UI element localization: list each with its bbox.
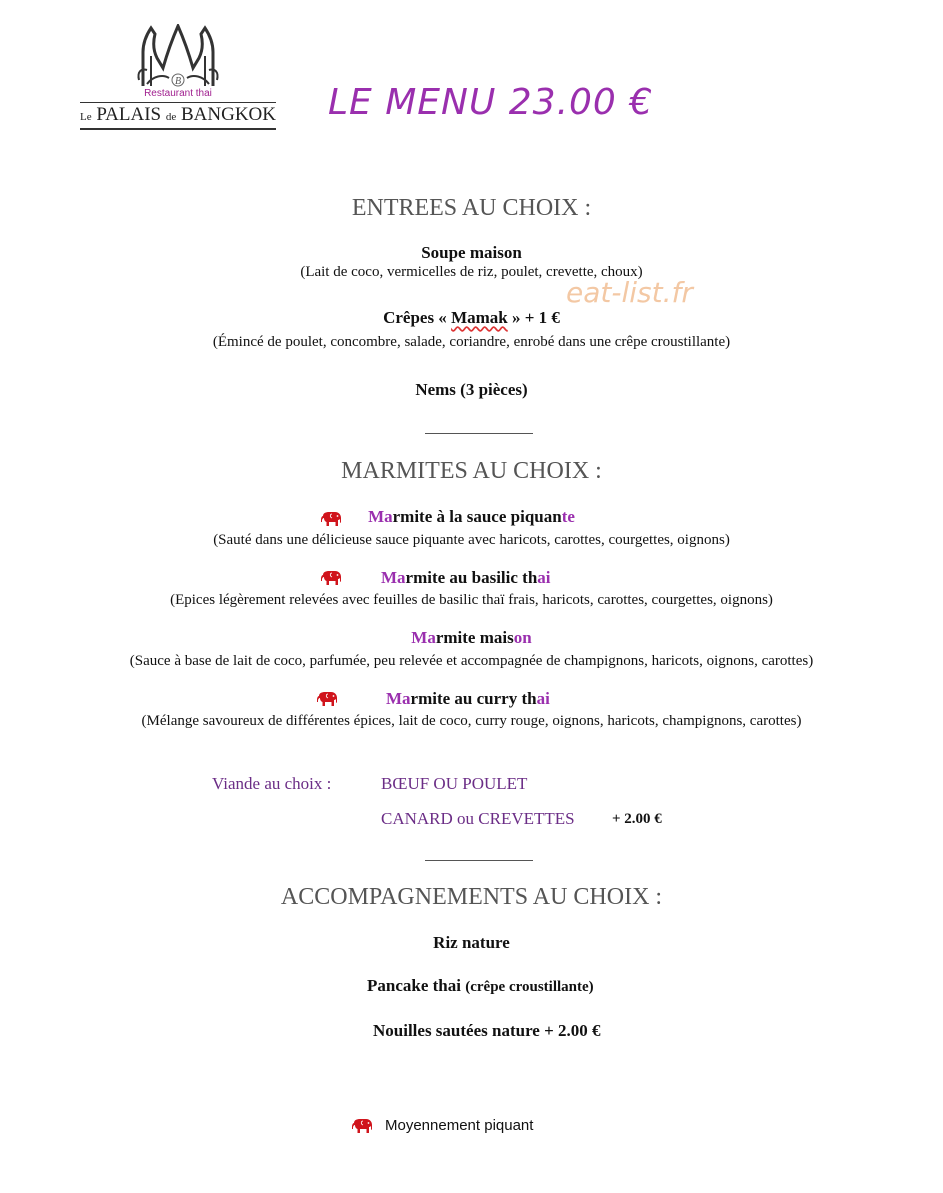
svg-text:B: B <box>174 76 182 87</box>
riz-name: Riz nature <box>433 933 510 952</box>
divider <box>425 860 533 861</box>
nouilles-name: Nouilles sautées nature + 2.00 € <box>373 1021 601 1040</box>
nems-name: Nems (3 pièces) <box>415 380 528 399</box>
viande-option-2: CANARD ou CREVETTES <box>381 809 575 828</box>
divider <box>425 433 533 434</box>
soupe-desc: (Lait de coco, vermicelles de riz, poulet, crevette, choux) <box>300 264 643 280</box>
marmite-curry-desc: (Mélange savoureux de différentes épices, lait de coco, curry rouge, oignons, haricots, champignons, carottes) <box>141 713 802 729</box>
viande-supplement: + 2.00 € <box>612 811 662 827</box>
logo-subtitle: Restaurant thai <box>144 88 212 99</box>
elephant-icon <box>316 691 338 707</box>
marmite-piquante-name: Marmite à la sauce piquante <box>368 507 575 526</box>
crepes-desc: (Émincé de poulet, concombre, salade, coriandre, enrobé dans une crêpe croustillante) <box>212 334 731 350</box>
viande-option-1: BŒUF OU POULET <box>381 774 528 793</box>
marmites-title: MARMITES AU CHOIX : <box>341 458 602 484</box>
viande-label: Viande au choix : <box>212 774 332 793</box>
temple-roof-icon <box>133 24 223 90</box>
watermark: eat-list.fr <box>566 276 693 309</box>
legend-label: Moyennement piquant <box>385 1117 534 1134</box>
soupe-name: Soupe maison <box>421 243 522 262</box>
logo-name: Le PALAIS de BANGKOK <box>79 104 276 125</box>
entrees-title: ENTREES AU CHOIX : <box>351 195 592 221</box>
marmite-maison-desc: (Sauce à base de lait de coco, parfumée, peu relevée et accompagnée de champignons, haricots, oignons, carottes) <box>129 653 814 669</box>
elephant-icon <box>320 570 342 586</box>
accompagnements-title: ACCOMPAGNEMENTS AU CHOIX : <box>280 884 663 910</box>
pancake-name: Pancake thai (crêpe croustillante) <box>367 976 594 995</box>
restaurant-logo <box>78 24 278 132</box>
marmite-basilic-desc: (Epices légèrement relevées avec feuilles de basilic thaï frais, haricots, carottes, courgettes, oignons) <box>170 592 773 608</box>
menu-title: LE MENU 23.00 € <box>328 82 654 123</box>
marmite-maison-name: Marmite maison <box>411 628 532 647</box>
marmite-basilic-name: Marmite au basilic thai <box>381 568 551 587</box>
crepes-name: Crêpes « Mamak » + 1 € <box>383 308 560 327</box>
marmite-curry-name: Marmite au curry thai <box>386 689 550 708</box>
elephant-icon <box>351 1118 373 1134</box>
marmite-piquante-desc: (Sauté dans une délicieuse sauce piquante avec haricots, carottes, courgettes, oignons) <box>213 532 730 548</box>
